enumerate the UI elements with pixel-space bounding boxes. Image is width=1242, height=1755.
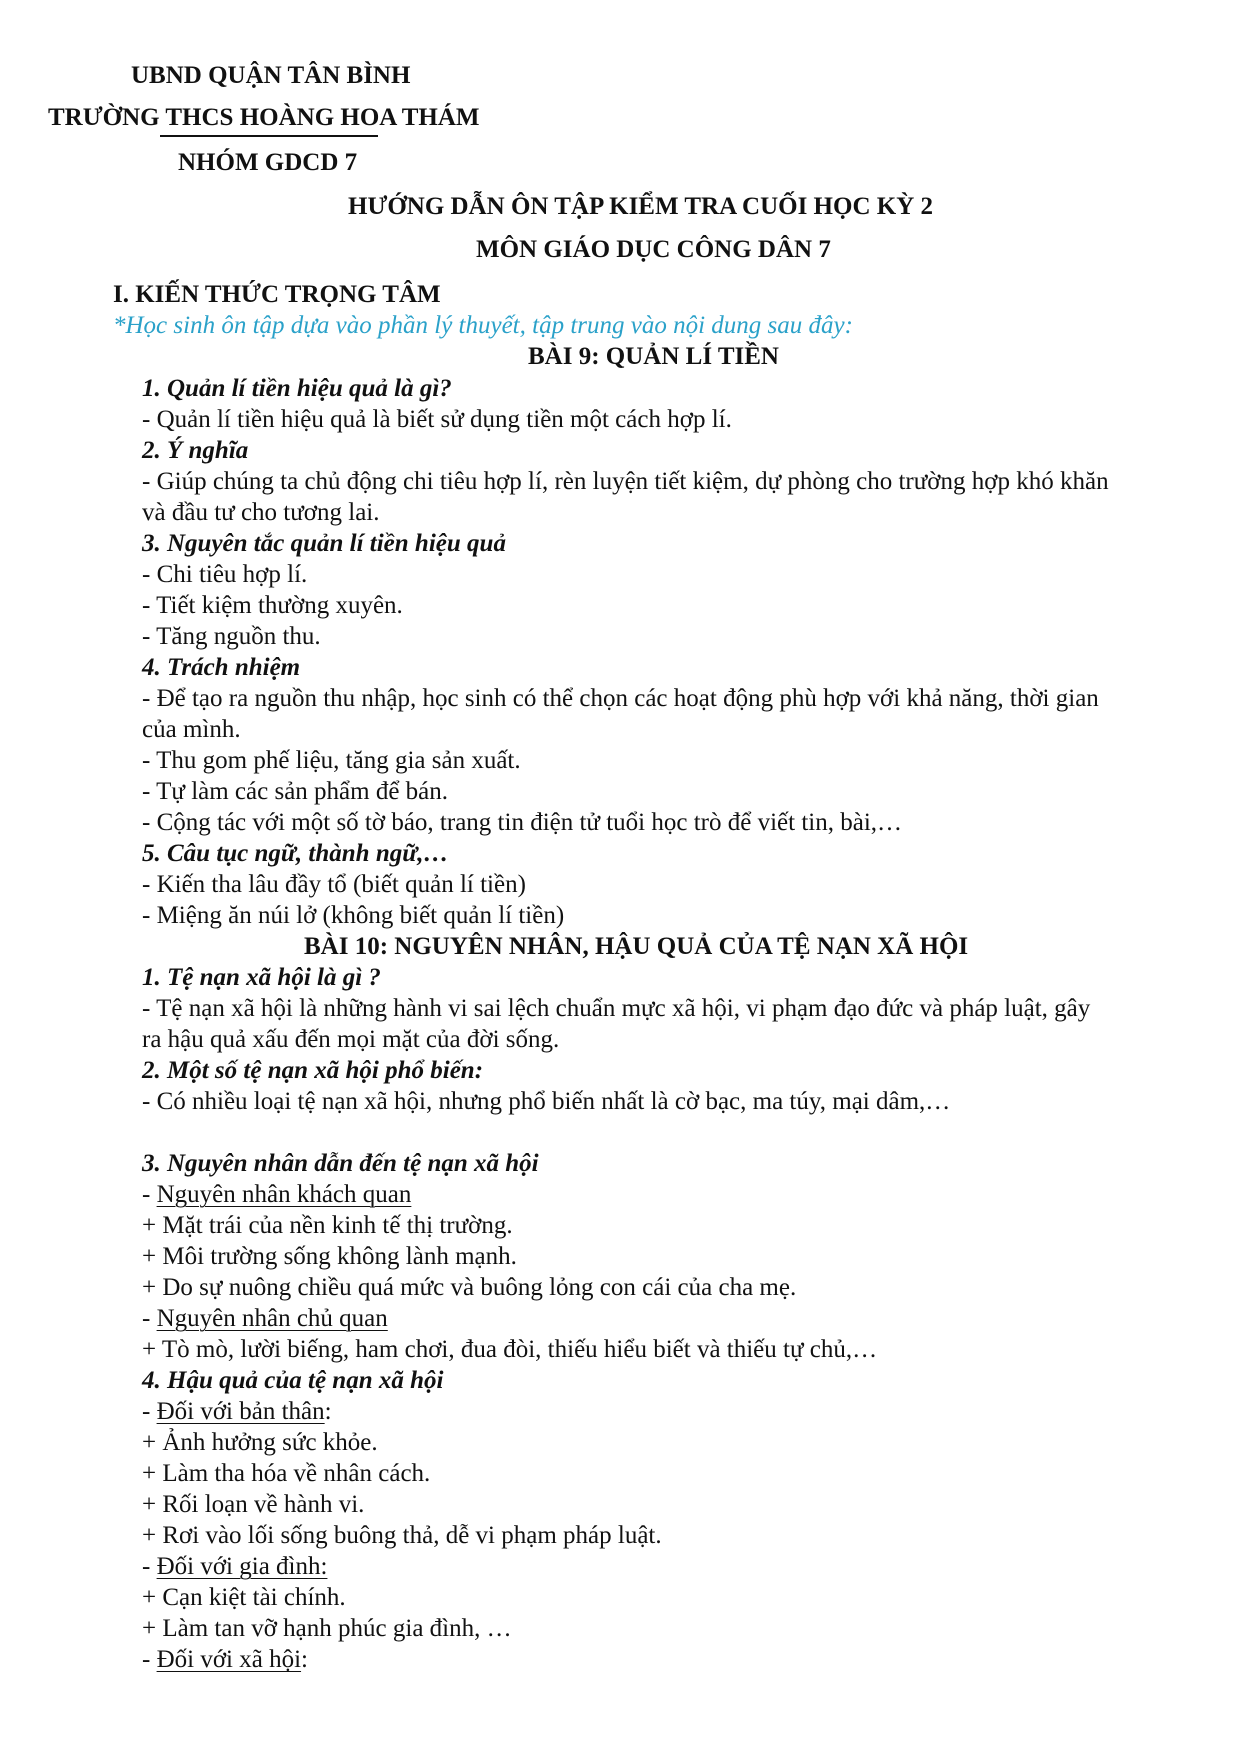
answer-text: Ảnh hưởng sức khỏe. [162,1429,378,1456]
answer-line [142,1458,430,1489]
school-underline [160,135,378,137]
bullet-plus: + [142,1429,163,1456]
bullet-dash: - [142,1181,157,1208]
answer-line: - Giúp chúng ta chủ động chi tiêu hợp lí, rèn luyện tiết kiệm, dự phòng cho trường hợp khó khăn [142,468,1109,495]
bullet-dash: - [142,1646,157,1673]
question-heading: 3. Nguyên nhân dẫn đến tệ nạn xã hội [142,1150,539,1177]
answer-line [142,1582,346,1613]
district-name: UBND QUẬN TÂN BÌNH [131,62,411,89]
answer-text: Rơi vào lối sống buông thả, dễ vi phạm pháp luật. [162,1522,662,1549]
bullet-plus: + [142,1212,163,1239]
section-heading: I. KIẾN THỨC TRỌNG TÂM [113,281,441,308]
answer-line: ra hậu quả xấu đến mọi mặt của đời sống. [142,1026,560,1053]
question-heading: 3. Nguyên tắc quản lí tiền hiệu quả [142,530,506,557]
title-line-1: HƯỚNG DẪN ÔN TẬP KIỂM TRA CUỐI HỌC KỲ 2 [348,193,933,220]
answer-line: - Chi tiêu hợp lí. [142,561,308,588]
question-heading: 1. Quản lí tiền hiệu quả là gì? [142,375,452,402]
bullet-dash: - [142,1553,157,1580]
answer-line: - Tệ nạn xã hội là những hành vi sai lệch chuẩn mực xã hội, vi phạm đạo đức và pháp luật, gây [142,995,1091,1022]
question-heading: 5. Câu tục ngữ, thành ngữ,… [142,840,449,867]
bullet-plus: + [142,1615,163,1642]
bullet-plus: + [142,1491,163,1518]
answer-line: - Tự làm các sản phẩm để bán. [142,778,449,805]
answer-line: - Kiến tha lâu đầy tổ (biết quản lí tiền) [142,871,526,898]
question-heading: 4. Hậu quả của tệ nạn xã hội [142,1367,444,1394]
answer-line: - Tăng nguồn thu. [142,623,321,650]
subjective-cause-label: Nguyên nhân chủ quan [156,1305,388,1332]
question-heading: 1. Tệ nạn xã hội là gì ? [142,964,381,991]
answer-text: Do sự nuông chiều quá mức và buông lỏng con cái của cha mẹ. [162,1274,797,1301]
objective-cause-label: Nguyên nhân khách quan [156,1181,412,1208]
answer-line [142,1520,662,1551]
bullet-dash: - [142,1398,157,1425]
subheading-line [142,1179,411,1210]
bullet-dash: - [142,1305,157,1332]
self-label: Đối với bản thân [156,1398,325,1425]
answer-text: Làm tha hóa về nhân cách. [162,1460,431,1487]
bullet-plus: + [142,1460,163,1487]
answer-line: - Cộng tác với một số tờ báo, trang tin điện tử tuổi học trò để viết tin, bài,… [142,809,903,836]
group-name: NHÓM GDCD 7 [178,149,358,176]
answer-line: - Thu gom phế liệu, tăng gia sản xuất. [142,747,521,774]
lesson-10-title: BÀI 10: NGUYÊN NHÂN, HẬU QUẢ CỦA TỆ NẠN XÃ HỘI [304,933,969,960]
answer-line [142,1334,877,1365]
bullet-plus: + [142,1243,163,1270]
bullet-plus: + [142,1336,162,1363]
answer-line [142,1241,517,1272]
answer-text: Môi trường sống không lành mạnh. [162,1243,517,1270]
answer-line: của mình. [142,716,241,743]
subheading-line [142,1551,327,1582]
study-note: *Học sinh ôn tập dựa vào phần lý thuyết, tập trung vào nội dung sau đây: [113,312,853,339]
subheading-line [142,1644,308,1675]
answer-line [142,1210,513,1241]
answer-line [142,1489,364,1520]
bullet-plus: + [142,1274,163,1301]
society-label: Đối với xã hội [156,1646,302,1673]
school-name: TRƯỜNG THCS HOÀNG HOA THÁM [48,104,480,131]
question-heading: 2. Một số tệ nạn xã hội phổ biến: [142,1057,484,1084]
colon: : [324,1398,332,1425]
title-line-2: MÔN GIÁO DỤC CÔNG DÂN 7 [476,236,831,263]
subheading-line [142,1303,388,1334]
answer-line [142,1613,512,1644]
lesson-9-title: BÀI 9: QUẢN LÍ TIỀN [528,343,779,370]
answer-line: - Để tạo ra nguồn thu nhập, học sinh có thể chọn các hoạt động phù hợp với khả năng, thời gian [142,685,1099,712]
colon: : [301,1646,308,1673]
answer-line: - Tiết kiệm thường xuyên. [142,592,403,619]
answer-text: Rối loạn về hành vi. [162,1491,365,1518]
answer-line: - Quản lí tiền hiệu quả là biết sử dụng tiền một cách hợp lí. [142,406,732,433]
answer-text: Làm tan vỡ hạnh phúc gia đình, … [162,1615,512,1642]
bullet-plus: + [142,1584,163,1611]
question-heading: 2. Ý nghĩa [142,437,249,464]
answer-text: Tò mò, lười biếng, ham chơi, đua đòi, thiếu hiểu biết và thiếu tự chủ,… [161,1336,878,1363]
answer-text: Cạn kiệt tài chính. [162,1584,346,1611]
answer-line: - Có nhiều loại tệ nạn xã hội, nhưng phổ biến nhất là cờ bạc, ma túy, mại dâm,… [142,1088,951,1115]
answer-line: - Miệng ăn núi lở (không biết quản lí tiền) [142,902,565,929]
question-heading: 4. Trách nhiệm [142,654,301,681]
answer-line: và đầu tư cho tương lai. [142,499,380,526]
subheading-line [142,1396,332,1427]
answer-line [142,1272,796,1303]
answer-text: Mặt trái của nền kinh tế thị trường. [162,1212,513,1239]
bullet-plus: + [142,1522,163,1549]
family-label: Đối với gia đình: [156,1553,328,1580]
answer-line [142,1427,378,1458]
